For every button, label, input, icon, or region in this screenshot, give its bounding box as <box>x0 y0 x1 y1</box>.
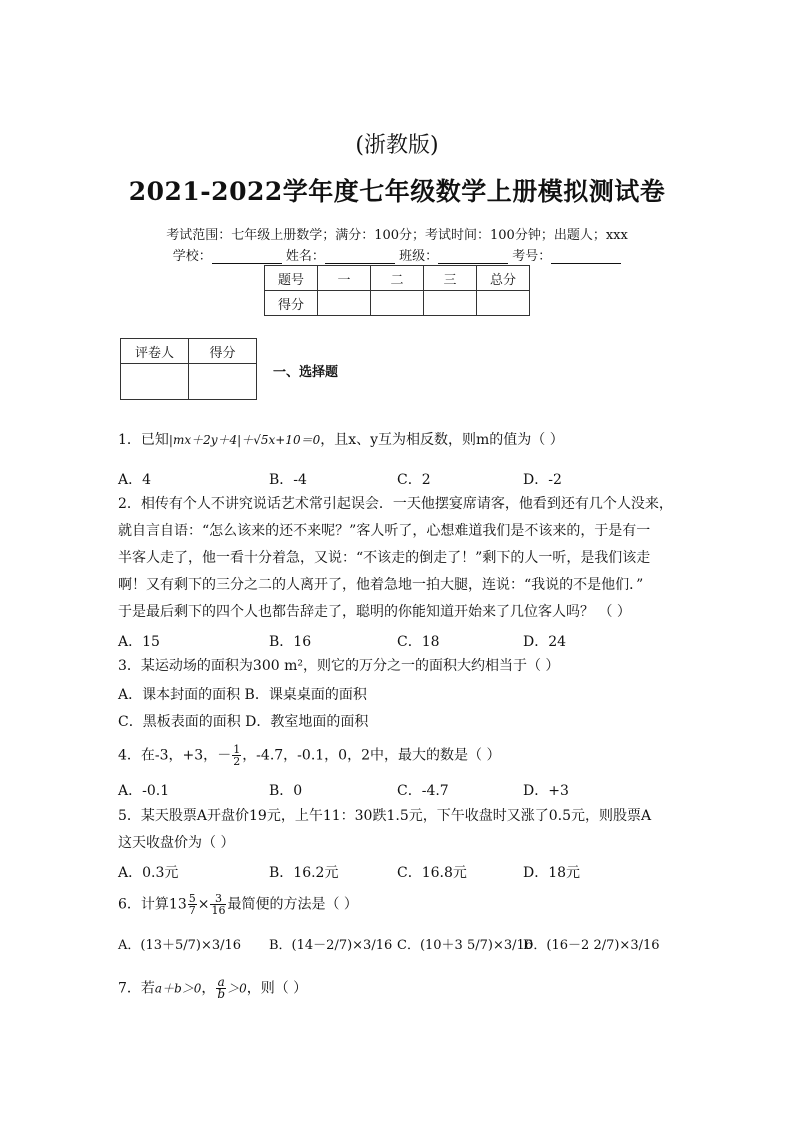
score-header-cell: 一 <box>318 266 371 291</box>
class-field[interactable] <box>438 249 508 264</box>
question-4-option-d[interactable]: D．+3 <box>523 783 569 799</box>
grader-cell[interactable] <box>121 364 189 400</box>
grader-header-cell: 评卷人 <box>121 339 189 364</box>
question-1-option-c[interactable]: C．2 <box>397 472 431 488</box>
question-3: 3．某运动场的面积为300 m²，则它的万分之一的面积大约相当于（ ） <box>118 658 560 674</box>
page-title: 2021-2022学年度七年级数学上册模拟测试卷 <box>128 177 666 206</box>
number-label: 考号： <box>512 249 552 264</box>
school-label: 学校： <box>172 249 212 264</box>
school-field[interactable] <box>212 249 282 264</box>
question-4-option-a[interactable]: A．-0.1 <box>118 783 170 799</box>
question-6-suffix: 最简便的方法是（ ） <box>227 896 358 913</box>
score-cell[interactable] <box>371 291 424 316</box>
question-7: 7．若a＋b＞0， $\frac{a}{b}$ ＞0，则（ ） <box>118 975 308 1001</box>
question-2-line: 于是最后剩下的四个人也都告辞走了，聪明的你能知道开始来了几位客人吗？ （ ） <box>118 604 631 620</box>
score-cell[interactable] <box>477 291 530 316</box>
question-1-option-b[interactable]: B．-4 <box>269 472 307 488</box>
score-table-row <box>265 291 530 316</box>
question-5-option-a[interactable]: A．0.3元 <box>118 865 179 881</box>
score-table <box>264 265 530 316</box>
question-4-minus: － <box>217 747 232 764</box>
score-header-cell: 总分 <box>477 266 530 291</box>
question-5-line: 这天收盘价为（ ） <box>118 835 235 851</box>
question-2-option-b[interactable]: B．16 <box>269 634 312 650</box>
grader-header-row <box>121 339 257 364</box>
question-6-option-c[interactable]: C．(10＋3 5/7)×3/16 <box>397 938 534 953</box>
score-table-header-row <box>265 266 530 291</box>
question-4-option-c[interactable]: C．-4.7 <box>397 783 449 799</box>
score-header-cell: 题号 <box>265 266 318 291</box>
question-2-line: 啊！又有剩下的三分之二的人离开了，他着急地一拍大腿，连说：“我说的不是他们．” <box>118 577 644 593</box>
question-1-expression: |mx＋2y＋4|＋√5x+10＝0 <box>168 433 321 447</box>
edition-label: (浙教版) <box>355 133 439 158</box>
question-1-option-d[interactable]: D．-2 <box>523 472 562 488</box>
question-6-option-b[interactable]: B．(14－2/7)×3/16 <box>269 938 393 953</box>
score-cell[interactable] <box>424 291 477 316</box>
question-4 <box>118 744 500 767</box>
question-2-option-d[interactable]: D．24 <box>523 634 567 650</box>
question-3-options-cd[interactable]: C．黑板表面的面积 D．教室地面的面积 <box>118 714 369 730</box>
score-header-cell: 三 <box>424 266 477 291</box>
fraction-half: $\frac{1}{2}$ <box>233 743 241 768</box>
fraction-three-sixteenths: $\frac{3}{16}$ <box>211 892 226 917</box>
question-2-line: 半客人走了，他一看十分着急，又说：“不该走的倒走了！”剩下的人一听，是我们该走 <box>118 550 651 566</box>
question-1-prefix: 1．已知 <box>118 432 169 448</box>
question-5-option-d[interactable]: D．18元 <box>523 865 581 881</box>
class-label: 班级： <box>399 249 439 264</box>
question-3-options-ab[interactable]: A．课本封面的面积 B．课桌桌面的面积 <box>118 687 367 703</box>
question-2-line: 就自言自语：“怎么该来的还不来呢？”客人听了，心想难道我们是不该来的，于是有一 <box>118 523 651 539</box>
name-field[interactable] <box>325 249 395 264</box>
grader-score-cell[interactable] <box>189 364 257 400</box>
question-4-option-b[interactable]: B．0 <box>269 783 303 799</box>
question-6-option-d[interactable]: D．(16－2 2/7)×3/16 <box>523 938 660 953</box>
grader-row <box>121 364 257 400</box>
grader-header-cell: 得分 <box>189 339 257 364</box>
exam-info: 考试范围：七年级上册数学；满分：100分；考试时间：100分钟；出题人；xxx <box>166 228 628 243</box>
number-field[interactable] <box>551 249 621 264</box>
question-2-line: 2．相传有个人不讲究说话艺术常引起误会．一天他摆宴席请客，他看到还有几个人没来， <box>118 496 673 512</box>
question-6-option-a[interactable]: A．(13＋5/7)×3/16 <box>118 938 242 953</box>
question-4-suffix: ，-4.7，-0.1，0，2中，最大的数是（ ） <box>242 747 501 764</box>
student-info-line <box>0 245 794 264</box>
question-5-option-b[interactable]: B．16.2元 <box>269 865 339 881</box>
fraction-a-over-b: $\frac{a}{b}$ <box>217 975 226 1001</box>
question-2-option-a[interactable]: A．15 <box>118 634 160 650</box>
question-1-suffix: ，且x、y互为相反数，则m的值为（ ） <box>320 432 564 448</box>
fraction-five-sevenths: $\frac{5}{7}$ <box>188 892 196 917</box>
question-6: 6．计算13 $\frac{5}{7}$ × $\frac{3}{16}$ 最简便的方法是（ ） <box>118 892 358 917</box>
name-label: 姓名： <box>285 249 325 264</box>
score-cell[interactable] <box>318 291 371 316</box>
grader-table <box>120 338 257 400</box>
score-row-label: 得分 <box>265 291 318 316</box>
question-4-prefix: 4．在-3，+3， <box>118 747 218 764</box>
question-7-expression: a＋b＞0 <box>154 981 202 996</box>
question-7-suffix: ，则（ ） <box>246 980 308 997</box>
question-7-prefix: 7．若 <box>118 980 155 997</box>
question-1 <box>118 431 564 449</box>
question-5-line: 5．某天股票A开盘价19元，上午11：30跌1.5元，下午收盘时又涨了0.5元，则股票A <box>118 808 652 824</box>
section-title: 一、选择题 <box>273 365 339 380</box>
score-header-cell: 二 <box>371 266 424 291</box>
question-6-prefix: 6．计算13 <box>118 896 187 913</box>
question-5-option-c[interactable]: C．16.8元 <box>397 865 467 881</box>
question-2-option-c[interactable]: C．18 <box>397 634 440 650</box>
question-1-option-a[interactable]: A．4 <box>118 472 152 488</box>
